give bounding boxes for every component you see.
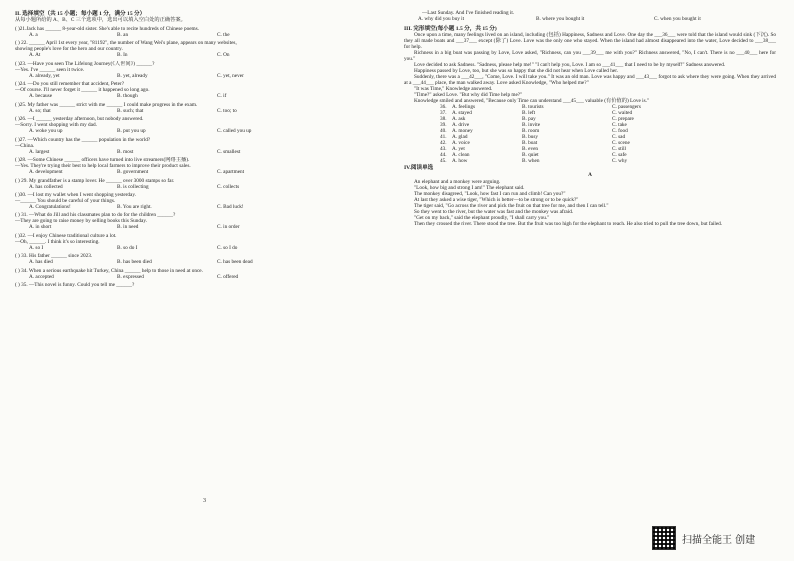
question-block <box>15 137 395 155</box>
question-block <box>15 40 395 58</box>
choice-c: C. still <box>612 146 627 153</box>
option-a: A. so I <box>29 244 44 251</box>
choice-a: A. clean <box>452 152 470 159</box>
option-c: C. collects <box>217 183 240 190</box>
question-line: ( ) 34. When a serious earthquake hit Turkey, China ______ help to those in need at once. <box>15 267 203 274</box>
option-c: C. called you up <box>217 128 252 135</box>
option-a: A. already, yet <box>29 72 60 79</box>
section4-title: IV.阅读单选 <box>404 165 434 171</box>
question-options <box>15 204 395 210</box>
question-line: —Oh, ______. I think it's so interesting. <box>15 238 100 245</box>
left-column <box>15 10 395 288</box>
question-line: showing people's love for the hero and our country. <box>15 46 123 53</box>
question-block <box>15 102 395 114</box>
section2-title: II. 选择填空（共 15 小题；每小题 1 分，满分 15 分） <box>15 11 146 17</box>
option-b: B. expressed <box>117 273 144 280</box>
question-line: ( )32. —I enjoy Chinese traditional culture a lot. <box>15 232 117 239</box>
question-line: —Yes. They're trying their best to help local farmers to improve their product sales. <box>15 163 191 170</box>
question-line: —Of course. I'll never forget it ______ it happened so long ago. <box>15 87 150 94</box>
right-column <box>404 10 776 227</box>
question-options <box>15 274 395 280</box>
choice-a: A. yet <box>452 146 465 153</box>
choice-b: B. even <box>522 146 539 153</box>
question-options <box>15 169 395 175</box>
question-block <box>15 212 395 230</box>
choice-a: A. how <box>452 158 468 165</box>
question-block <box>15 81 395 99</box>
q35-reply: —Last Sunday. And I've finished reading it. <box>422 10 515 16</box>
question-block <box>15 192 395 210</box>
choice-b: B. tourists <box>522 104 544 111</box>
question-line: —Sorry. I went shopping with my dad. <box>15 122 97 129</box>
row-number: 38. <box>440 116 447 123</box>
option-c: C. has been dead <box>217 259 253 266</box>
choice-c: C. why <box>612 158 628 165</box>
choice-c: C. passengers <box>612 104 641 111</box>
question-line: ( ) 29. My grandfather is a stamp lover. He ______ over 3000 stamps so far. <box>15 177 175 184</box>
choice-c: C. food <box>612 128 628 135</box>
row-number: 41. <box>440 134 447 141</box>
option-b: B. government <box>117 169 149 176</box>
option-a: A. Congratulations! <box>29 203 71 210</box>
choice-b: B. invite <box>522 122 541 129</box>
question-line: —______ You should be careful of your things. <box>15 197 116 204</box>
option-b: B. You are right. <box>117 203 152 210</box>
cloze-paragraph: Suddenly, there was a ___42___, "Come, Love. I will take you." It was an old man. Love was happy and ___43___ forgot to ask where they were going. When they arrived at a ___44___ place, the man walked away. Love asked Knowledge, "Who helped me?" <box>404 74 776 87</box>
question-options <box>15 184 395 190</box>
option-a: A. largest <box>29 148 50 155</box>
option-b: B. though <box>117 93 138 100</box>
question-line: —They are going to raise money by selling books this Sunday. <box>15 218 147 225</box>
section2-instructions: 从每小题所给的 A、B、C 三个选项中，选出可以填入空白处的正确答案。 <box>15 17 186 24</box>
question-line: ( )28. —Some Chinese ______ officers have turned into live streamers(网络主播). <box>15 157 190 164</box>
reading-paragraph: "Get on my back," said the elephant proudly, "I shall carry you." <box>414 215 550 222</box>
option-a: A. has died <box>29 259 53 266</box>
reading-paragraph: An elephant and a monkey were arguing. <box>414 179 501 186</box>
option-c: C. the <box>217 31 230 38</box>
choice-b: B. boat <box>522 140 538 147</box>
option-c: C. apartment <box>217 169 245 176</box>
choice-a: A. glad <box>452 134 468 141</box>
cloze-paragraph: Happiness passed by Love, too, but she was so happy that she did not hear when Love called her. <box>414 68 618 75</box>
option-b: B. is collecting <box>117 183 149 190</box>
choice-c: C. safe <box>612 152 627 159</box>
q35-option-b: B. where you bought it <box>536 15 585 22</box>
cloze-paragraph: Once upon a time, many feelings lived on an island, including (包括) Happiness, Sadness and Love. One day the ___36___ were told that the island would sink (下沉). So they all made boats and ___37___ except (除了) Love. Love was the only one who stayed. When the island had almost disappeared into the water, Love decided to ___38___ for help. <box>404 32 776 51</box>
row-number: 36. <box>440 104 447 111</box>
choice-b: B. busy <box>522 134 539 141</box>
cloze-word-table <box>404 104 776 164</box>
question-line: ( ) 35. —This novel is funny. Could you tell me ______? <box>15 282 135 289</box>
row-number: 45. <box>440 158 447 165</box>
question-line: ( )30. —I lost my wallet when I went shopping yesterday. <box>15 191 136 198</box>
option-a: A. because <box>29 93 53 100</box>
option-c: C. Bad luck! <box>217 203 244 210</box>
choice-a: A. voice <box>452 140 470 147</box>
question-options <box>15 108 395 114</box>
option-a: A. has collected <box>29 183 63 190</box>
question-block <box>15 61 395 79</box>
cloze-passage <box>404 32 776 104</box>
choice-b: B. room <box>522 128 540 135</box>
question-options <box>15 259 395 265</box>
choice-a: A. ask <box>452 116 466 123</box>
question-line: ( )21.Jack has ______ 8-year-old sister. She's able to recite hundreds of Chinese poems. <box>15 25 199 32</box>
scanner-brand-text: 扫描全能王 创建 <box>682 534 756 546</box>
option-b: B. yet, already <box>117 72 148 79</box>
choice-a: A. stayed <box>452 110 472 117</box>
question-options <box>15 93 395 99</box>
reading-paragraph: The monkey disagreed, "Look, how fast I can run and climb! Can you?" <box>414 191 566 198</box>
option-a: A. woke you up <box>29 128 63 135</box>
choice-b: B. left <box>522 110 536 117</box>
choice-c: C. waited <box>612 110 633 117</box>
scanner-watermark <box>652 526 755 550</box>
row-number: 39. <box>440 122 447 129</box>
option-a: A. a <box>29 31 38 38</box>
question-block <box>15 157 395 175</box>
question-block <box>15 233 395 251</box>
question-options <box>15 32 395 38</box>
question-block <box>15 26 395 38</box>
choice-b: B. when <box>522 158 540 165</box>
passage-label: A <box>588 172 592 179</box>
question-line: ( )24. —Do you still remember that accident, Peter? <box>15 81 125 88</box>
choice-c: C. take <box>612 122 627 129</box>
question-block <box>15 178 395 190</box>
option-c: C. offered <box>217 273 239 280</box>
choice-a: A. feelings <box>452 104 476 111</box>
question-options <box>15 149 395 155</box>
option-c: C. too; to <box>217 107 237 114</box>
reading-paragraph: At last they asked a wise tiger, "Which is better—to be strong or to be quick?" <box>414 197 579 204</box>
option-b: B. In <box>117 52 128 59</box>
question-line: ( ) 22. ______ April 1st every year, "81192", the number of Wang Wei's plane, appears on many websites, <box>15 40 237 47</box>
question-options <box>15 52 395 58</box>
qr-code-icon <box>652 526 676 550</box>
choice-c: C. scene <box>612 140 630 147</box>
row-number: 42. <box>440 140 447 147</box>
option-b: B. an <box>117 31 129 38</box>
question-line: ( ) 31. —What do Jill and his classmates plan to do for the children ______? <box>15 212 176 219</box>
question-line: ( ) 33. His father ______ since 2023. <box>15 253 93 260</box>
cloze-paragraph: "Time?" asked Love. "But why did Time help me?" <box>414 92 523 99</box>
row-number: 44. <box>440 152 447 159</box>
reading-paragraph: Then they crossed the river. There stood the tree. But the fruit was too high for the elephant to reach. He also tried to pull the tree down, but failed. <box>414 221 723 228</box>
option-b: B. most <box>117 148 134 155</box>
option-a: A. in short <box>29 224 52 231</box>
option-b: B. has been died <box>117 259 152 266</box>
question-options <box>15 73 395 79</box>
cloze-paragraph: Love decided to ask Sadness. "Sadness, please help me!" "I can't help you, Love. I am so ___41___ that I need to be by myself!" Sadness answered. <box>414 62 726 69</box>
reading-paragraph: The tiger said, "Go across the river and pick the fruit on that tree for me, and then I can tell." <box>414 203 609 210</box>
question-line: ( )26. —I ______ yesterday afternoon, but nobody answered. <box>15 116 144 123</box>
option-b: B. so do I <box>117 244 138 251</box>
option-c: C. if <box>217 93 227 100</box>
option-c: C. yet, never <box>217 72 244 79</box>
section3-title: III. 完形填空(每小题 1.5 分，共 15 分) <box>404 25 497 32</box>
choice-b: B. pay <box>522 116 536 123</box>
choice-c: C. sad <box>612 134 626 141</box>
word-table-row <box>440 158 776 164</box>
q35-options <box>404 16 776 22</box>
q35-option-a: A. why did you buy it <box>418 15 465 22</box>
question-line: ( )27. —Which country has the ______ population in the world? <box>15 136 151 143</box>
question-block <box>15 253 395 265</box>
option-a: A. accepted <box>29 273 54 280</box>
page-number: 3 <box>203 498 206 504</box>
option-a: A. development <box>29 169 63 176</box>
question-block <box>15 268 395 280</box>
option-c: C. smallest <box>217 148 241 155</box>
row-number: 43. <box>440 146 447 153</box>
cloze-paragraph: Richness in a big boat was passing by Love, Love asked, "Richness, can you ___39___ me with you?" Richness answered, "No, I can't. There is no ___40___ here for you." <box>404 50 776 63</box>
question-line: ( )23. —Have you seen The Lifelong Journey(《人世间》) ______? <box>15 60 155 67</box>
option-c: C. in order <box>217 224 240 231</box>
choice-a: A. money <box>452 128 473 135</box>
option-b: B. put you up <box>117 128 146 135</box>
question-line: —China. <box>15 142 35 149</box>
option-c: C. On <box>217 52 230 59</box>
option-b: B. in need <box>117 224 139 231</box>
q35-option-c: C. when you bought it <box>654 15 701 22</box>
question-block <box>15 282 395 288</box>
question-options <box>15 245 395 251</box>
question-options <box>15 128 395 134</box>
reading-paragraph: "Look, how big and strong I am!" The elephant said. <box>414 185 525 192</box>
option-c: C. so I do <box>217 244 238 251</box>
reading-passage <box>404 179 776 227</box>
cloze-paragraph: "It was Time," Knowledge answered. <box>414 86 493 93</box>
choice-c: C. prepare <box>612 116 634 123</box>
question-list <box>15 26 395 288</box>
option-b: B. such; that <box>117 107 144 114</box>
row-number: 40. <box>440 128 447 135</box>
choice-b: B. quiet <box>522 152 539 159</box>
question-options <box>15 224 395 230</box>
question-line: ( )25. My father was ______ strict with me ______ I could make progress in the exam. <box>15 101 198 108</box>
row-number: 37. <box>440 110 447 117</box>
choice-a: A. drive <box>452 122 470 129</box>
option-a: A. so; that <box>29 107 51 114</box>
option-a: A. At <box>29 52 41 59</box>
question-block <box>15 116 395 134</box>
question-line: —Yes. I've ______ seen it twice. <box>15 66 85 73</box>
cloze-paragraph: Knowledge smiled and answered, "Because only Time can understand ___45___ valuable (有价值的) Love is." <box>414 98 650 105</box>
reading-paragraph: So they went to the river, but the water was fast and the monkey was afraid. <box>414 209 574 216</box>
